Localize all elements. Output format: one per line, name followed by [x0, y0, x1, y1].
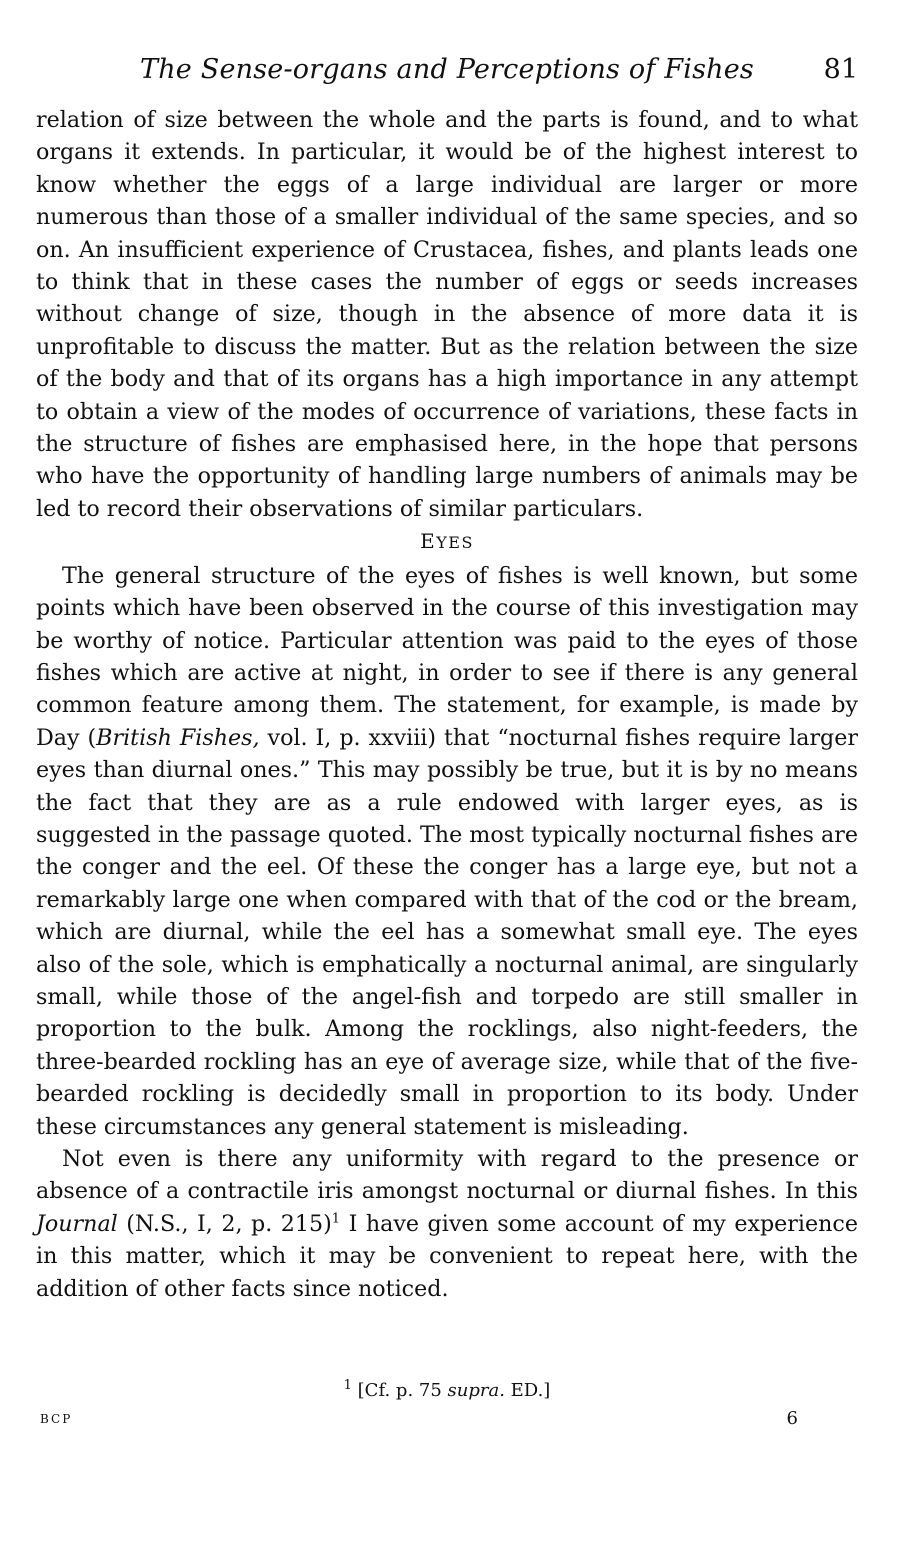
running-head	[36, 50, 858, 90]
document-page	[36, 0, 858, 1567]
paragraph-2-part-1: The general structure of the eyes of fishes is well known, but some points which have been observed in the course of this investigation may be worthy of notice. Particular attention was paid to the eyes of those fishes which are active at night, in order to see if there is any general common feature among them. The statement, for example, is made by Day (	[36, 562, 858, 751]
paragraph-3-part-3: I have given some account of my experience in this matter, which it may be convenient to repeat here, with the addition of other facts since noticed.	[36, 1210, 858, 1302]
paragraph-3	[36, 1143, 858, 1305]
section-heading-eyes	[36, 525, 858, 559]
footnote-italic: supra.	[447, 1380, 505, 1401]
paragraph-3-part-2: (N.S., I, 2, p. 215)	[117, 1210, 332, 1237]
footnote-reference: 1	[331, 1211, 341, 1227]
heading-initial: E	[420, 529, 437, 554]
footnote-mark: 1	[343, 1378, 352, 1393]
body-text	[36, 104, 858, 1305]
page-number: 81	[823, 54, 858, 85]
running-title: The Sense-organs and Perceptions of Fishes	[140, 54, 754, 85]
signature-mark: BCP	[40, 1412, 73, 1426]
paragraph-2-part-2: vol. I, p. xxviii) that “nocturnal fishes require larger eyes than diurnal ones.” This may possibly be true, but it is by no means the fact that they are as a rule endowed with larger eyes, as is suggested in the passage quoted. The most typically nocturnal fishes are the conger and the eel. Of these the conger has a large eye, but not a remarkably large one when compared with that of the cod or the bream, which are diurnal, while the eel has a somewhat small eye. The eyes also of the sole, which is emphatically a nocturnal animal, are singularly small, while those of the angel-fish and torpedo are still smaller in proportion to the bulk. Among the rocklings, also night-feeders, the three-bearded rockling has an eye of average size, while that of the five-bearded rockling is decidedly small in proportion to its body. Under these circumstances any general statement is misleading.	[36, 724, 858, 1140]
footnote-text-after: ED.]	[504, 1380, 551, 1401]
footnote	[36, 1378, 858, 1404]
journal-title: Journal	[36, 1210, 118, 1237]
signature-number: 6	[786, 1408, 798, 1429]
paragraph-2	[36, 560, 858, 1143]
citation-british-fishes: British Fishes,	[96, 724, 260, 751]
footnote-text-before: [Cf. p. 75	[351, 1380, 448, 1401]
heading-rest: YES	[436, 533, 474, 553]
paragraph-1: relation of size between the whole and the parts is found, and to what organs it extends. In particular, it would be of the highest interest to know whether the eggs of a large individual are larger or more numerous than those of a smaller individual of the same species, and so on. An insufficient experience of Crustacea, fishes, and plants leads one to think that in these cases the number of eggs or seeds increases without change of size, though in the absence of more data it is unprofitable to discuss the matter. But as the relation between the size of the body and that of its organs has a high importance in any attempt to obtain a view of the modes of occurrence of variations, these facts in the structure of fishes are emphasised here, in the hope that persons who have the opportunity of handling large numbers of animals may be led to record their observations of similar particulars.	[36, 107, 858, 522]
paragraph-3-part-1: Not even is there any uniformity with regard to the presence or absence of a contractile iris amongst nocturnal or diurnal fishes. In this	[36, 1146, 858, 1205]
